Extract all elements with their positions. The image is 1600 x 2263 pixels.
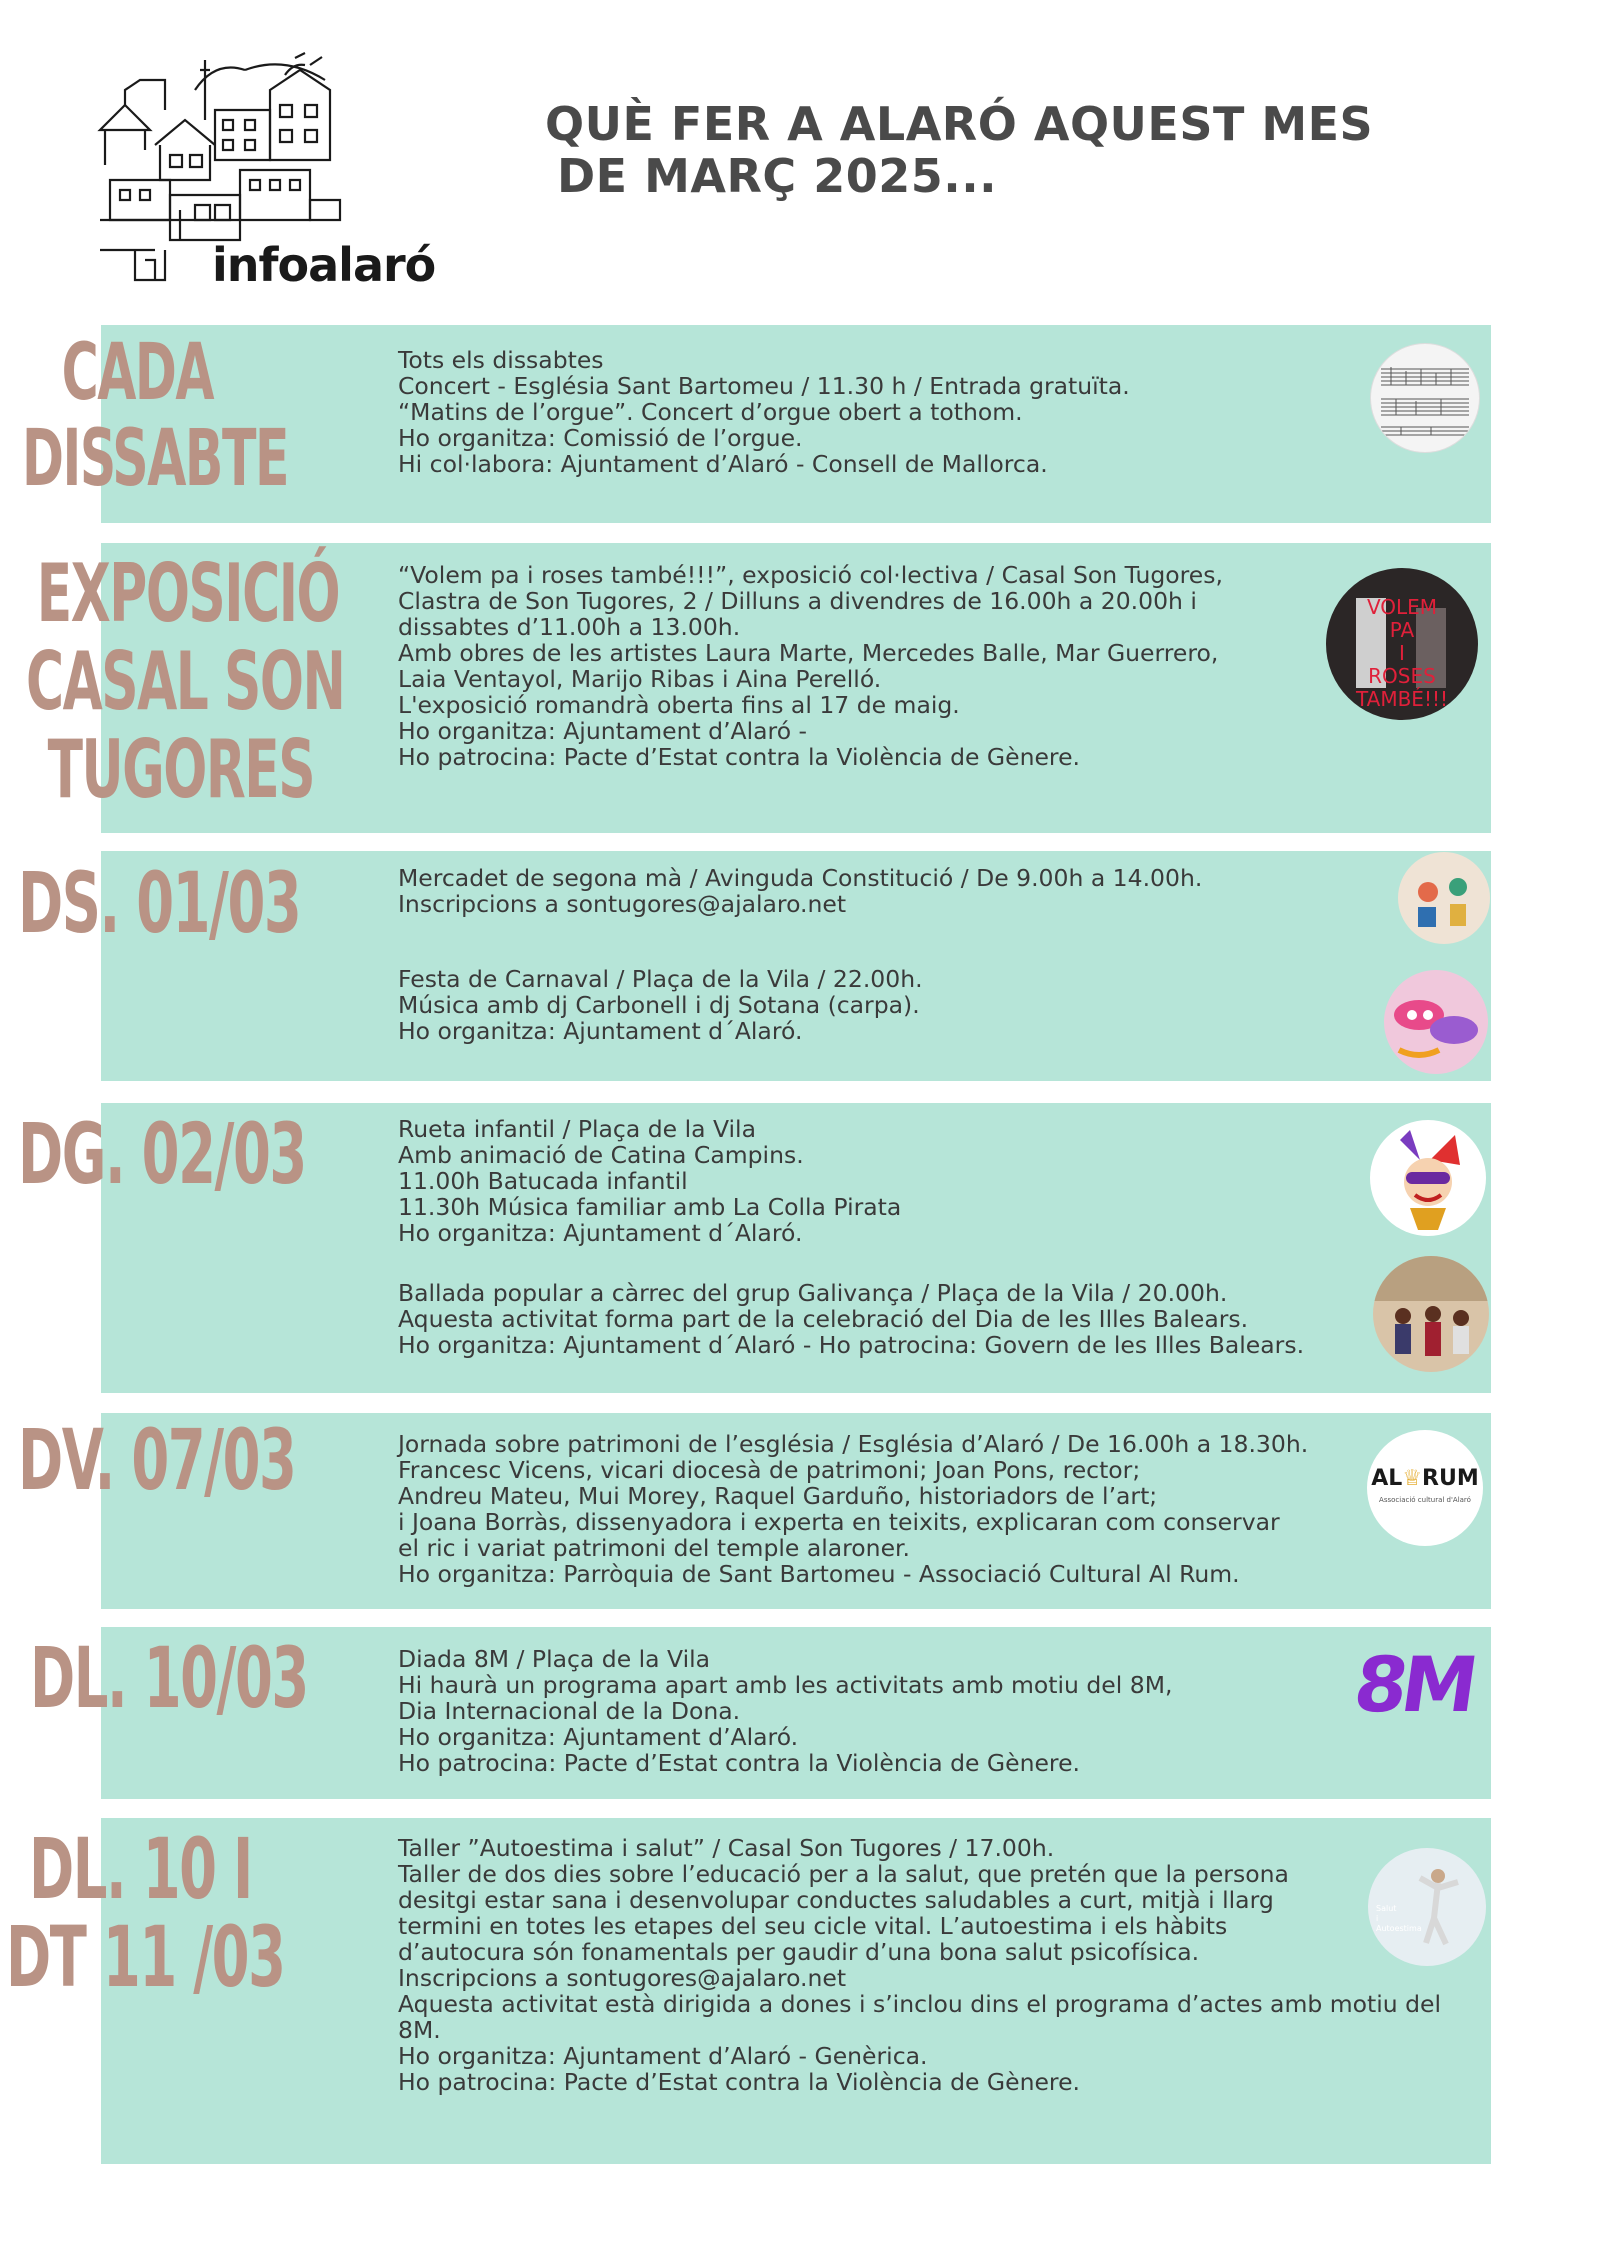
alrum-logo (1367, 1430, 1483, 1546)
event-text-line: Diada 8M / Plaça de la Vila (398, 1645, 711, 1673)
event-text (398, 347, 1130, 477)
event-text-line: Clastra de Son Tugores, 2 / Dilluns a divendres de 16.00h a 20.00h i (398, 587, 1197, 615)
jester-image (1370, 1120, 1486, 1236)
self-esteem-image (1368, 1848, 1486, 1966)
alrum-logo-al: AL (1371, 1466, 1403, 1491)
event-text-line: Tots els dissabtes (398, 346, 604, 374)
event-text-line: i Joana Borràs, dissenyadora i experta en teixits, explicaran com conservar (398, 1508, 1280, 1536)
event-text-line: Ho organitza: Ajuntament d´Alaró - Ho patrocina: Govern de les Illes Balears. (398, 1331, 1305, 1359)
poster-line: TAMBÉ!!! (1355, 687, 1448, 711)
event-text-line: Jornada sobre patrimoni de l’església / Església d’Alaró / De 16.00h a 18.30h. (398, 1430, 1309, 1458)
event-text-line: Festa de Carnaval / Plaça de la Vila / 22.00h. (398, 965, 923, 993)
event-text-line: Aquesta activitat forma part de la celebració del Dia de les Illes Balears. (398, 1305, 1249, 1333)
flea-market-image (1398, 852, 1490, 944)
event-text-line: Mercadet de segona mà / Avinguda Constitució / De 9.00h a 14.00h. (398, 864, 1203, 892)
event-text-line: Ho organitza: Ajuntament d’Alaró. (398, 1723, 799, 1751)
event-text (398, 562, 1223, 770)
event-text-line: Inscripcions a sontugores@ajalaro.net (398, 890, 847, 918)
exhibition-poster-image (1326, 568, 1478, 720)
event-text-line: 11.30h Música familiar amb La Colla Pirata (398, 1193, 902, 1221)
carnival-mask-image (1384, 970, 1488, 1074)
alrum-logo-text (1367, 1466, 1483, 1491)
event-label (30, 1629, 308, 1727)
event-text-line: “Matins de l’orgue”. Concert d’orgue obert a tothom. (398, 398, 1023, 426)
event-label-line: CADA (61, 328, 214, 418)
event-text-line: Andreu Mateu, Mui Morey, Raquel Garduño, historiadors de l’art; (398, 1482, 1158, 1510)
image-text-line: i (1376, 1914, 1379, 1923)
event-label-line: DG. 02/03 (18, 1105, 306, 1203)
event-text-line: Ho organitza: Parròquia de Sant Bartomeu - Associació Cultural Al Rum. (398, 1560, 1240, 1588)
event-text-line: Dia Internacional de la Dona. (398, 1697, 741, 1725)
castle-icon: ♕ (1402, 1466, 1423, 1491)
event-text (398, 1431, 1308, 1587)
event-text (398, 1835, 1441, 2095)
8m-logo-text: 8M (1348, 1640, 1478, 1729)
event-text-line: Laia Ventayol, Marijo Ribas i Aina Perelló. (398, 665, 882, 693)
sheet-music-icon (1381, 367, 1469, 435)
event-text-line: Francesc Vicens, vicari diocesà de patrimoni; Joan Pons, rector; (398, 1456, 1141, 1484)
event-text-line: Concert - Església Sant Bartomeu / 11.30 h / Entrada gratuïta. (398, 372, 1130, 400)
event-label-line: DL. 10 I (29, 1820, 252, 1918)
event-text-line: Ho patrocina: Pacte d’Estat contra la Violència de Gènere. (398, 743, 1081, 771)
poster-line: I (1399, 641, 1405, 665)
poster-line: PA (1389, 618, 1415, 642)
self-esteem-image-text (1376, 1904, 1422, 1934)
alrum-logo-rum: RUM (1422, 1466, 1479, 1491)
event-label-line: CASAL SON (26, 635, 345, 728)
event-text-line: L'exposició romandrà oberta fins al 17 de maig. (398, 691, 960, 719)
image-text-line: Autoestima (1376, 1924, 1422, 1933)
page-title-line-1: QUÈ FER A ALARÓ AQUEST MES (545, 97, 1374, 151)
event-text-line: Ho organitza: Ajuntament d´Alaró. (398, 1219, 803, 1247)
event-text-line: Música amb dj Carbonell i dj Sotana (carpa). (398, 991, 920, 1019)
event-text-line: Rueta infantil / Plaça de la Vila (398, 1115, 756, 1143)
event-text-line: Hi haurà un programa apart amb les activitats amb motiu del 8M, (398, 1671, 1173, 1699)
event-text-line: 11.00h Batucada infantil (398, 1167, 688, 1195)
event-label (18, 854, 301, 952)
event-text (398, 1116, 901, 1246)
event-text-line: Amb animació de Catina Campins. (398, 1141, 804, 1169)
event-label (18, 1105, 306, 1203)
event-text-line: Inscripcions a sontugores@ajalaro.net (398, 1964, 847, 1992)
event-text-line: Amb obres de les artistes Laura Marte, Mercedes Balle, Mar Guerrero, (398, 639, 1219, 667)
event-text-line: Ho patrocina: Pacte d’Estat contra la Violència de Gènere. (398, 1749, 1081, 1777)
event-text-line: d’autocura són fonamentals per gaudir d’una bona salut psicofísica. (398, 1938, 1200, 1966)
event-label-line: TUGORES (47, 723, 315, 816)
event-label-line: DT 11 /03 (6, 1908, 285, 2006)
exhibition-poster-text (1326, 596, 1478, 711)
event-text-line: Aquesta activitat està dirigida a dones i s’inclou dins el programa d’actes amb motiu del (398, 1990, 1442, 2018)
event-label (22, 330, 288, 502)
event-text-line: dissabtes d’11.00h a 13.00h. (398, 613, 741, 641)
event-label-line: DS. 01/03 (18, 854, 301, 952)
event-label-line: DL. 10/03 (30, 1629, 308, 1727)
event-label (26, 547, 345, 816)
image-text-line: Salut (1376, 1904, 1397, 1913)
event-text-line: Ho patrocina: Pacte d’Estat contra la Violència de Gènere. (398, 2068, 1081, 2096)
event-text (398, 1280, 1304, 1358)
alrum-logo-subtitle: Associació cultural d'Alaró (1379, 1496, 1471, 1504)
event-text-line: el ric i variat patrimoni del temple alaroner. (398, 1534, 910, 1562)
event-text-line: Hi col·labora: Ajuntament d’Alaró - Consell de Mallorca. (398, 450, 1048, 478)
event-text-line: Ballada popular a càrrec del grup Galivança / Plaça de la Vila / 20.00h. (398, 1279, 1228, 1307)
page-title (545, 98, 1445, 202)
event-label-line: EXPOSICIÓ (36, 547, 340, 640)
event-text-line: Ho organitza: Ajuntament d´Alaró. (398, 1017, 803, 1045)
brand-name: infoalaró (212, 238, 436, 292)
8m-logo (1348, 1640, 1478, 1760)
event-text-line: “Volem pa i roses també!!!”, exposició col·lectiva / Casal Son Tugores, (398, 561, 1223, 589)
event-text-line: Ho organitza: Comissió de l’orgue. (398, 424, 803, 452)
poster-line: ROSES (1368, 664, 1436, 688)
event-label (18, 1411, 296, 1509)
page-title-line-2: DE MARÇ 2025... (557, 149, 998, 203)
event-text (398, 966, 923, 1044)
event-text (398, 1646, 1172, 1776)
event-label (6, 1820, 285, 2006)
event-text-line: 8M. (398, 2016, 441, 2044)
event-text-line: Ho organitza: Ajuntament d’Alaró - (398, 717, 808, 745)
event-label-line: DV. 07/03 (18, 1411, 296, 1509)
poster-line: VOLEM (1366, 595, 1438, 619)
event-text-line: Ho organitza: Ajuntament d’Alaró - Genèrica. (398, 2042, 928, 2070)
sheet-music-image (1370, 343, 1480, 453)
event-text-line: desitgi estar sana i desenvolupar conductes saludables a curt, mitjà i llarg (398, 1886, 1274, 1914)
event-label-line: DISSABTE (22, 414, 289, 504)
folk-dance-image (1373, 1256, 1489, 1372)
event-text-line: Taller de dos dies sobre l’educació per a la salut, que pretén que la persona (398, 1860, 1289, 1888)
event-text-line: termini en totes les etapes del seu cicle vital. L’autoestima i els hàbits (398, 1912, 1228, 1940)
event-text-line: Taller ”Autoestima i salut” / Casal Son Tugores / 17.00h. (398, 1834, 1055, 1862)
event-text (398, 865, 1202, 917)
